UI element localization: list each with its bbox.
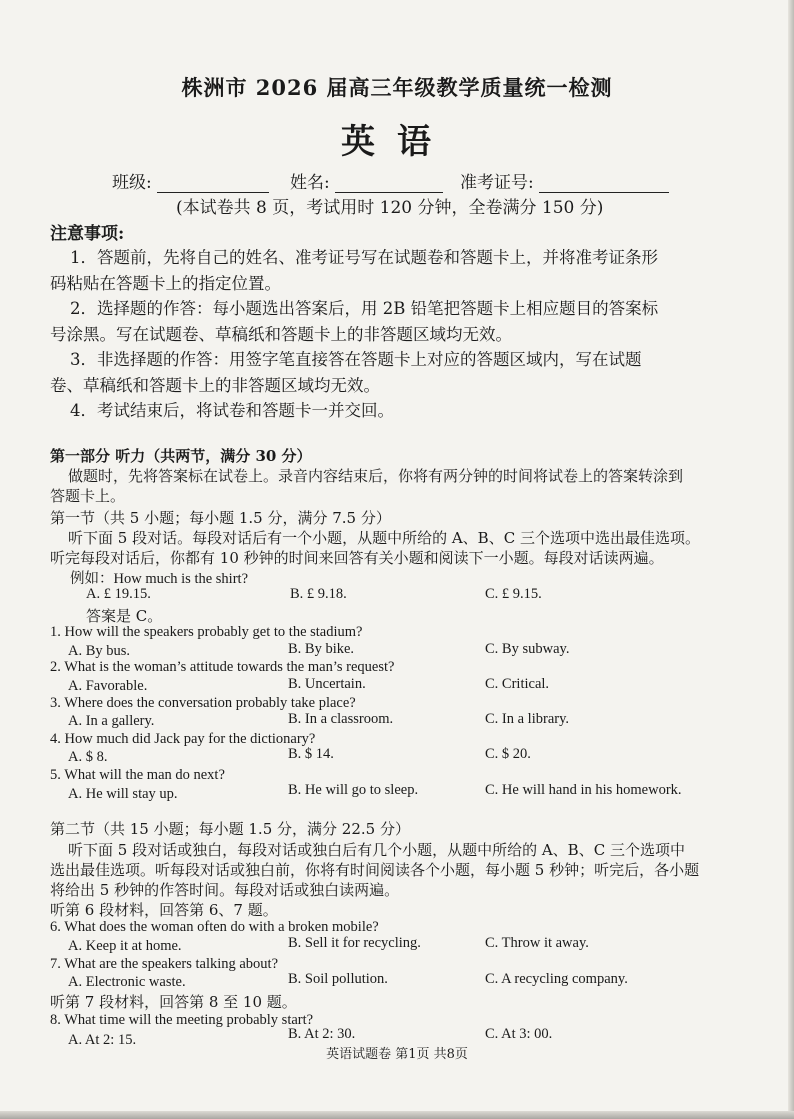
note-1a: 1．答题前，先将自己的姓名、准考证号写在试题卷和答题卡上，并将准考证条形 bbox=[70, 248, 658, 267]
q6-option-b: B. Sell it for recycling. bbox=[288, 935, 421, 951]
section1-heading: 第一节（共 5 小题；每小题 1.5 分，满分 7.5 分） bbox=[50, 509, 391, 527]
exam-title: 株洲市 2026 届高三年级教学质量统一检测 bbox=[181, 75, 613, 100]
exam-info: (本试卷共 8 页，考试用时 120 分钟，全卷满分 150 分) bbox=[176, 198, 604, 218]
q5-option-a: A. He will stay up. bbox=[68, 786, 178, 802]
class-field bbox=[112, 168, 269, 193]
section2-intro-b: 选出最佳选项。听每段对话或独白前，你将有时间阅读各个小题，每小题 5 秒钟；听完后，各小题 bbox=[50, 861, 700, 879]
note-4: 4．考试结束后，将试卷和答题卡一并交回。 bbox=[70, 401, 394, 420]
section2-heading: 第二节（共 15 小题；每小题 1.5 分，满分 22.5 分） bbox=[50, 820, 410, 838]
question-3: 3. Where does the conversation probably take place? bbox=[50, 695, 356, 711]
subject-title: 英语 bbox=[341, 122, 453, 162]
q1-option-b: B. By bike. bbox=[288, 641, 355, 657]
note-2a: 2．选择题的作答：每小题选出答案后，用 2B 铅笔把答题卡上相应题目的答案标 bbox=[70, 299, 659, 318]
id-label: 准考证号: bbox=[460, 173, 534, 193]
part1-intro-b: 答题卡上。 bbox=[50, 487, 126, 505]
material-6-heading: 听第 6 段材料，回答第 6、7 题。 bbox=[50, 901, 278, 919]
note-1b: 码粘贴在答题卡上的指定位置。 bbox=[50, 274, 281, 293]
example-option-b: B. £ 9.18. bbox=[290, 586, 347, 602]
id-field bbox=[460, 168, 669, 193]
question-1: 1. How will the speakers probably get to the stadium? bbox=[50, 624, 363, 640]
page-bottom-shadow bbox=[0, 1111, 794, 1119]
note-3b: 卷、草稿纸和答题卡上的非答题区域均无效。 bbox=[50, 376, 380, 395]
q2-option-b: B. Uncertain. bbox=[288, 676, 366, 692]
question-4: 4. How much did Jack pay for the dictionary? bbox=[50, 731, 316, 747]
class-label: 班级: bbox=[112, 173, 152, 193]
q7-option-b: B. Soil pollution. bbox=[288, 971, 388, 987]
part1-intro-a: 做题时，先将答案标在试卷上。录音内容结束后，你将有两分钟的时间将试卷上的答案转涂到 bbox=[68, 467, 684, 485]
q7-option-c: C. A recycling company. bbox=[485, 971, 628, 987]
section2-intro-a: 听下面 5 段对话或独白，每段对话或独白后有几个小题，从题中所给的 A、B、C 三个选项中 bbox=[68, 841, 685, 859]
q3-option-a: A. In a gallery. bbox=[68, 713, 155, 729]
question-6: 6. What does the woman often do with a broken mobile? bbox=[50, 919, 379, 935]
name-label: 姓名: bbox=[290, 173, 330, 193]
question-5: 5. What will the man do next? bbox=[50, 767, 225, 783]
part1-heading: 第一部分 听力（共两节，满分 30 分） bbox=[50, 447, 312, 465]
material-7-heading: 听第 7 段材料，回答第 8 至 10 题。 bbox=[50, 993, 297, 1011]
example-answer: 答案是 C。 bbox=[86, 607, 163, 625]
note-3a: 3．非选择题的作答：用签字笔直接答在答题卡上对应的答题区域内，写在试题 bbox=[70, 350, 642, 369]
page-footer: 英语试题卷 第1页 共8页 bbox=[326, 1047, 468, 1062]
question-2: 2. What is the woman’s attitude towards the man’s request? bbox=[50, 659, 395, 675]
question-7: 7. What are the speakers talking about? bbox=[50, 956, 279, 972]
question-8: 8. What time will the meeting probably start? bbox=[50, 1012, 314, 1028]
q1-option-c: C. By subway. bbox=[485, 641, 570, 657]
q4-option-c: C. $ 20. bbox=[485, 746, 531, 762]
example-question: 例如：How much is the shirt? bbox=[70, 571, 249, 587]
name-field bbox=[290, 168, 443, 193]
section1-intro-a: 听下面 5 段对话。每段对话后有一个小题，从题中所给的 A、B、C 三个选项中选出最佳选项。 bbox=[68, 529, 700, 547]
q8-option-c: C. At 3: 00. bbox=[485, 1026, 553, 1042]
example-option-c: C. £ 9.15. bbox=[485, 586, 542, 602]
id-blank bbox=[539, 174, 669, 193]
q3-option-b: B. In a classroom. bbox=[288, 711, 394, 727]
q5-option-b: B. He will go to sleep. bbox=[288, 782, 419, 798]
q6-option-c: C. Throw it away. bbox=[485, 935, 589, 951]
q3-option-c: C. In a library. bbox=[485, 711, 570, 727]
section2-intro-c: 将给出 5 秒钟的作答时间。每段对话或独白读两遍。 bbox=[50, 881, 400, 899]
example-option-a: A. £ 19.15. bbox=[86, 586, 151, 602]
q8-option-a: A. At 2: 15. bbox=[68, 1032, 137, 1048]
notes-heading: 注意事项: bbox=[50, 224, 125, 244]
q2-option-a: A. Favorable. bbox=[68, 678, 148, 694]
q5-option-c: C. He will hand in his homework. bbox=[485, 782, 682, 798]
class-blank bbox=[157, 174, 269, 193]
q8-option-b: B. At 2: 30. bbox=[288, 1026, 356, 1042]
page-edge-shadow bbox=[788, 0, 794, 1119]
q1-option-a: A. By bus. bbox=[68, 643, 131, 659]
name-blank bbox=[335, 174, 443, 193]
note-2b: 号涂黑。写在试题卷、草稿纸和答题卡上的非答题区域均无效。 bbox=[50, 325, 512, 344]
section1-intro-b: 听完每段对话后，你都有 10 秒钟的时间来回答有关小题和阅读下一小题。每段对话读两遍。 bbox=[50, 549, 664, 567]
q2-option-c: C. Critical. bbox=[485, 676, 550, 692]
q7-option-a: A. Electronic waste. bbox=[68, 974, 186, 990]
q4-option-a: A. $ 8. bbox=[68, 749, 108, 765]
q6-option-a: A. Keep it at home. bbox=[68, 938, 182, 954]
q4-option-b: B. $ 14. bbox=[288, 746, 334, 762]
